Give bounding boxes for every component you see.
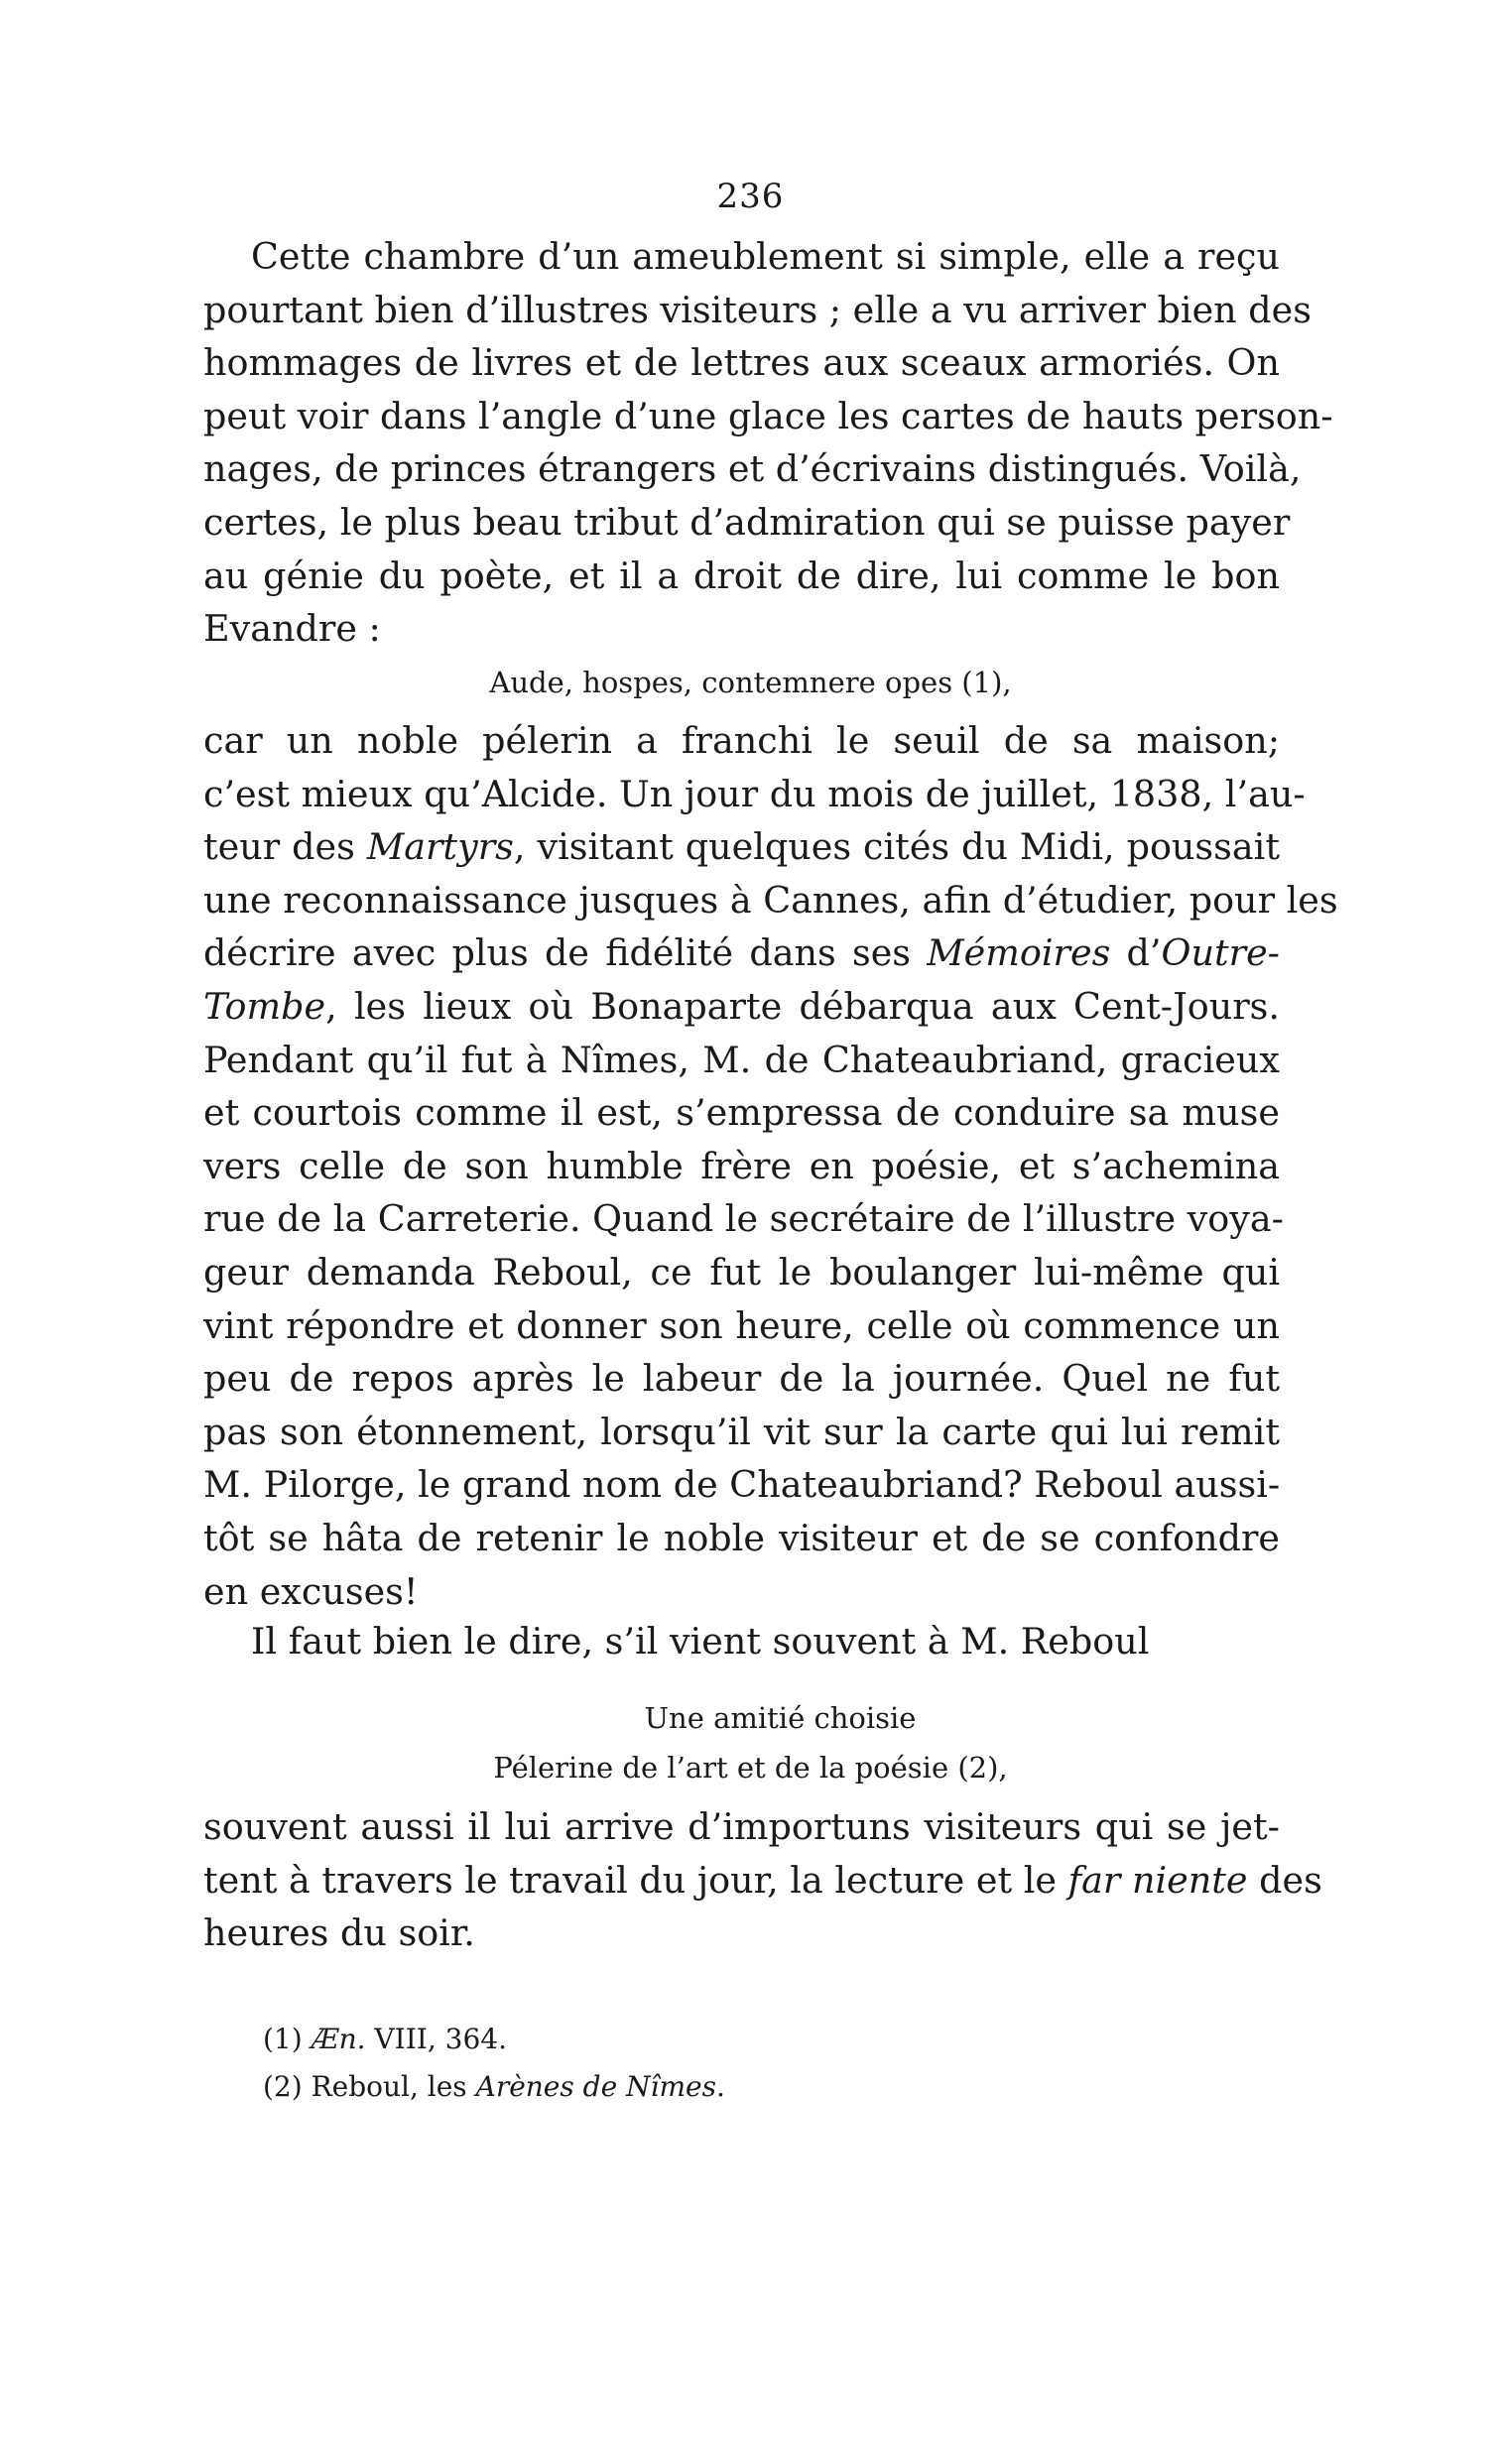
- text-span: .: [715, 2070, 725, 2103]
- paragraph-4: [203, 1800, 1322, 1960]
- text-line: au génie du poète, et il a droit de dire, lui comme le bon: [203, 554, 1280, 597]
- text-line: hommages de livres et de lettres aux sceaux armoriés. On: [203, 341, 1280, 385]
- paragraph-3: [203, 1615, 1280, 1668]
- text-span: , visitant quelques cités du Midi, poussait: [513, 825, 1280, 869]
- text-span: (1): [263, 2023, 312, 2055]
- verse-quote-line-2: Pélerine de l’art et de la poésie (2),: [493, 1751, 1008, 1785]
- latin-quote: Aude, hospes, contemnere opes (1),: [489, 666, 1012, 699]
- paragraph-2: [203, 714, 1338, 1618]
- text-span: (2) Reboul, les: [263, 2070, 476, 2103]
- text-line: et courtois comme il est, s’empressa de conduire sa muse: [203, 1091, 1280, 1135]
- footnote-2: [263, 2063, 725, 2111]
- text-line: rue de la Carreterie. Quand le secrétaire de l’illustre voya-: [203, 1197, 1284, 1241]
- text-line: pourtant bien d’illustres visiteurs ; elle a vu arriver bien des: [203, 288, 1312, 331]
- text-line: en excuses!: [203, 1569, 419, 1613]
- text-line: [203, 926, 1280, 980]
- text-line: peut voir dans l’angle d’une glace les cartes de hauts person-: [203, 394, 1333, 437]
- title-martyrs: Martyrs: [366, 825, 514, 869]
- paragraph-1: [203, 230, 1333, 656]
- far-niente: far niente: [1067, 1858, 1248, 1902]
- text-span: des: [1247, 1858, 1322, 1902]
- text-span: décrire avec plus de fidélité dans ses: [203, 931, 928, 975]
- text-line: [203, 820, 1280, 874]
- text-line: car un noble pélerin a franchi le seuil de sa maison;: [203, 719, 1280, 762]
- text-line: M. Pilorge, le grand nom de Chateaubriand? Reboul aussi-: [203, 1463, 1281, 1507]
- text-span: VIII, 364.: [365, 2023, 507, 2055]
- footnote-em: Arènes de Nîmes: [475, 2070, 716, 2103]
- text-line: Pendant qu’il fut à Nîmes, M. de Chateaubriand, gracieux: [203, 1038, 1280, 1081]
- text-line: c’est mieux qu’Alcide. Un jour du mois de juillet, 1838, l’au-: [203, 772, 1306, 815]
- title-memoires: Mémoires: [927, 931, 1111, 975]
- text-line: [203, 1854, 1322, 1908]
- text-line: vint répondre et donner son heure, celle où commence un: [203, 1303, 1280, 1347]
- text-line: Il faut bien le dire, s’il vient souvent à M. Reboul: [251, 1620, 1150, 1663]
- text-line: certes, le plus beau tribut d’admiration qui se puisse payer: [203, 500, 1291, 544]
- footnote-1: [263, 2016, 725, 2063]
- text-line: [203, 980, 1280, 1034]
- title-outre: Outre-: [1161, 931, 1280, 975]
- text-line: geur demanda Reboul, ce fut le boulanger lui-même qui: [203, 1250, 1280, 1294]
- title-tombe: Tombe: [203, 984, 326, 1028]
- verse-quote-line-1: Une amitié choisie: [644, 1701, 917, 1735]
- text-span: teur des: [203, 825, 367, 869]
- text-line: pas son étonnement, lorsqu’il vit sur la carte qui lui remit: [203, 1410, 1280, 1453]
- footnotes: [263, 2016, 725, 2111]
- text-span: , les lieux où Bonaparte débarqua aux Cent-Jours.: [325, 984, 1280, 1028]
- text-span: d’: [1110, 931, 1162, 975]
- text-line: une reconnaissance jusques à Cannes, afin d’étudier, pour les: [203, 878, 1338, 922]
- text-line: peu de repos après le labeur de la journée. Quel ne fut: [203, 1357, 1280, 1401]
- text-line: Evandre :: [203, 607, 381, 651]
- text-line: Cette chambre d’un ameublement si simple, elle a reçu: [251, 235, 1280, 278]
- text-line: nages, de princes étrangers et d’écrivains distingués. Voilà,: [203, 447, 1302, 491]
- text-span: tent à travers le travail du jour, la lecture et le: [203, 1858, 1068, 1902]
- text-line: tôt se hâta de retenir le noble visiteur et de se confondre: [203, 1516, 1280, 1559]
- footnote-em: Æn.: [311, 2023, 366, 2055]
- text-line: vers celle de son humble frère en poésie, et s’achemina: [203, 1144, 1280, 1187]
- text-line: souvent aussi il lui arrive d’importuns visiteurs qui se jet-: [203, 1805, 1280, 1848]
- text-line: heures du soir.: [203, 1911, 475, 1955]
- page-number: 236: [716, 177, 785, 216]
